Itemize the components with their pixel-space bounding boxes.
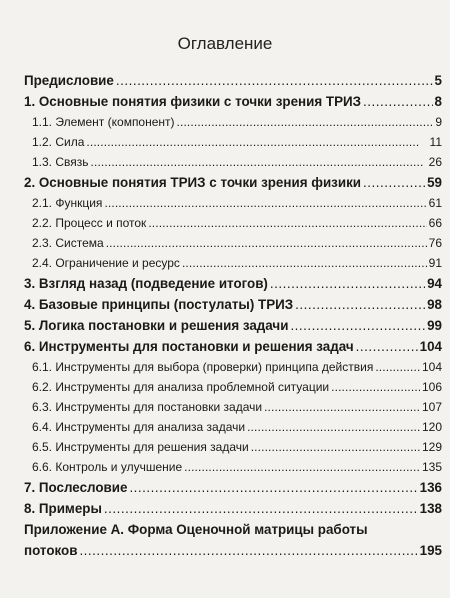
toc-entry bbox=[24, 397, 442, 417]
table-of-contents bbox=[24, 70, 442, 561]
toc-entry-page-number: 107 bbox=[421, 400, 442, 414]
toc-entry bbox=[24, 273, 442, 294]
leader-dots bbox=[79, 540, 417, 561]
toc-entry-page-number: 104 bbox=[419, 339, 442, 354]
toc-entry-label: 1. Основные понятия физики с точки зрения ТРИЗ bbox=[24, 94, 362, 109]
toc-entry-label: 2.3. Система bbox=[32, 236, 104, 250]
toc-entry-page-number: 135 bbox=[421, 460, 442, 474]
toc-entry-page-number: 129 bbox=[421, 440, 442, 454]
toc-entry-page-number: 9 bbox=[435, 115, 442, 129]
toc-entry bbox=[24, 498, 442, 519]
leader-dots bbox=[247, 417, 420, 437]
toc-entry bbox=[24, 377, 442, 397]
appendix-title-line1: Приложение А. Форма Оценочной матрицы работы bbox=[24, 522, 368, 537]
toc-entry bbox=[24, 233, 442, 253]
toc-entry bbox=[24, 315, 442, 336]
leader-dots bbox=[295, 294, 425, 315]
toc-entry-page-number: 8 bbox=[434, 94, 442, 109]
toc-entry-label: 7. Послесловие bbox=[24, 480, 128, 495]
toc-entry-label: 1.1. Элемент (компонент) bbox=[32, 115, 175, 129]
toc-entry bbox=[24, 152, 442, 172]
toc-entry bbox=[24, 437, 442, 457]
toc-entry-page-number: 26 bbox=[428, 155, 442, 169]
toc-entry-label: 6.3. Инструменты для постановки задачи bbox=[32, 400, 263, 414]
toc-entry-page-number: 11 bbox=[429, 135, 442, 149]
toc-entry-page-number: 106 bbox=[421, 380, 442, 394]
leader-dots bbox=[116, 70, 433, 91]
appendix-title-line2: потоков bbox=[24, 543, 78, 558]
toc-entry bbox=[24, 253, 442, 273]
toc-entry bbox=[24, 91, 442, 112]
toc-entry-page-number: 94 bbox=[427, 276, 442, 291]
leader-dots bbox=[251, 437, 420, 457]
toc-entry-label: Предисловие bbox=[24, 73, 114, 88]
toc-entry-label: 1.3. Связь bbox=[32, 155, 89, 169]
toc-entry-label: 6.6. Контроль и улучшение bbox=[32, 460, 183, 474]
toc-entry-label: 6.4. Инструменты для анализа задачи bbox=[32, 420, 246, 434]
leader-dots bbox=[290, 315, 425, 336]
leader-dots bbox=[104, 498, 418, 519]
toc-entry-appendix bbox=[24, 519, 442, 561]
toc-entry-label: 6.1. Инструменты для выбора (проверки) принципа действия bbox=[32, 360, 374, 374]
leader-dots bbox=[363, 172, 425, 193]
toc-entry-page-number: 120 bbox=[421, 420, 442, 434]
leader-dots bbox=[91, 152, 427, 172]
leader-dots bbox=[270, 273, 425, 294]
toc-entry bbox=[24, 357, 442, 377]
toc-entry bbox=[24, 417, 442, 437]
leader-dots bbox=[129, 477, 417, 498]
toc-entry-label: 4. Базовые принципы (постулаты) ТРИЗ bbox=[24, 297, 294, 312]
leader-dots bbox=[104, 193, 426, 213]
toc-entry-page-number: 66 bbox=[428, 216, 442, 230]
leader-dots bbox=[331, 377, 420, 397]
toc-entry-label: 5. Логика постановки и решения задачи bbox=[24, 318, 289, 333]
leader-dots bbox=[106, 233, 427, 253]
leader-dots bbox=[148, 213, 426, 233]
toc-entry-label: 2.1. Функция bbox=[32, 196, 103, 210]
toc-entry-page-number: 136 bbox=[419, 480, 442, 495]
toc-entry bbox=[24, 132, 442, 152]
toc-entry-label: 8. Примеры bbox=[24, 501, 102, 516]
toc-entry-page-number: 98 bbox=[427, 297, 442, 312]
toc-heading: Оглавление bbox=[177, 34, 273, 53]
toc-entry bbox=[24, 172, 442, 193]
toc-entry-page-number: 5 bbox=[434, 73, 442, 88]
toc-entry bbox=[24, 457, 442, 477]
leader-dots bbox=[177, 112, 434, 132]
toc-entry-page-number: 61 bbox=[428, 196, 442, 210]
leader-dots bbox=[182, 253, 427, 273]
toc-entry bbox=[24, 213, 442, 233]
toc-entry-label: 2.4. Ограничение и ресурс bbox=[32, 256, 180, 270]
toc-entry-label: 3. Взгляд назад (подведение итогов) bbox=[24, 276, 268, 291]
toc-entry-page-number: 76 bbox=[428, 236, 442, 250]
appendix-page-number: 195 bbox=[419, 543, 442, 558]
leader-dots bbox=[86, 132, 427, 152]
toc-entry-page-number: 104 bbox=[421, 360, 442, 374]
toc-entry bbox=[24, 193, 442, 213]
toc-entry-page-number: 99 bbox=[427, 318, 442, 333]
toc-entry bbox=[24, 70, 442, 91]
toc-entry bbox=[24, 477, 442, 498]
toc-entry-label: 6.2. Инструменты для анализа проблемной ситуации bbox=[32, 380, 330, 394]
toc-entry-page-number: 91 bbox=[428, 256, 442, 270]
leader-dots bbox=[184, 457, 420, 477]
leader-dots bbox=[264, 397, 420, 417]
toc-entry-label: 2. Основные понятия ТРИЗ с точки зрения физики bbox=[24, 175, 362, 190]
toc-entry-label: 1.2. Сила bbox=[32, 135, 85, 149]
leader-dots bbox=[375, 357, 420, 377]
toc-entry-page-number: 138 bbox=[419, 501, 442, 516]
toc-entry bbox=[24, 336, 442, 357]
toc-entry-label: 6.5. Инструменты для решения задачи bbox=[32, 440, 249, 454]
leader-dots bbox=[356, 336, 418, 357]
toc-entry-label: 6. Инструменты для постановки и решения задач bbox=[24, 339, 354, 354]
toc-entry bbox=[24, 294, 442, 315]
toc-entry-page-number: 59 bbox=[427, 175, 442, 190]
leader-dots bbox=[363, 91, 433, 112]
toc-entry-label: 2.2. Процесс и поток bbox=[32, 216, 147, 230]
toc-entry bbox=[24, 112, 442, 132]
